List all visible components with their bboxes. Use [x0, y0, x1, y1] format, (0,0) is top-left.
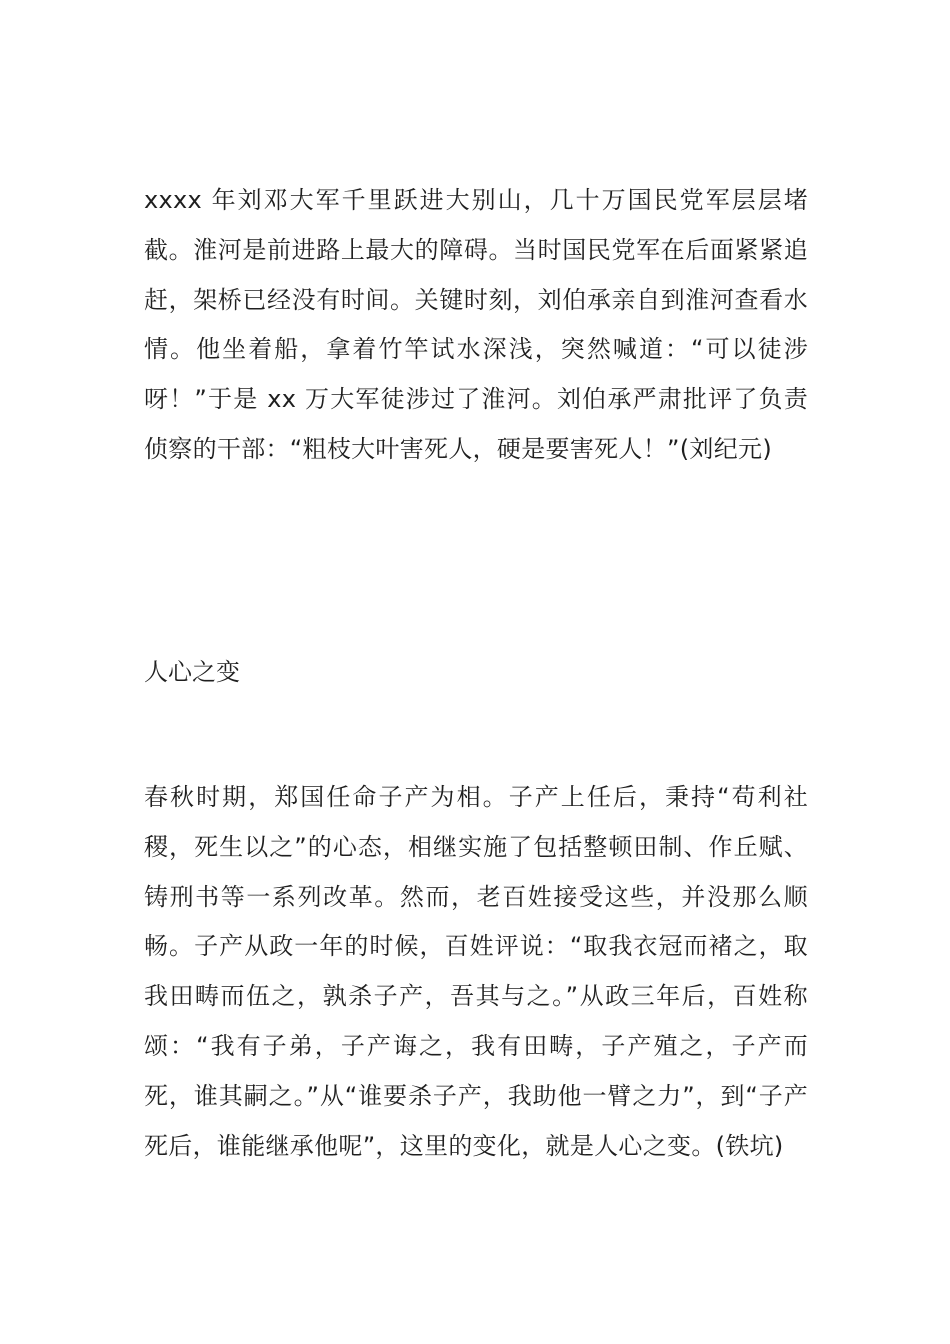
- paragraph-liu-bocheng-story: xxxx 年刘邓大军千里跃进大别山，几十万国民党军层层堵截。淮河是前进路上最大的障碍。当时国民党军在后面紧紧追赶，架桥已经没有时间。关键时刻，刘伯承亲自到淮河查看水情。他坐着船，拿着竹竿试水深浅，突然喊道：“可以徒涉呀！”于是 xx 万大军徒涉过了淮河。刘伯承严肃批评了负责侦察的干部：“粗枝大叶害死人，硬是要害死人！”(刘纪元): [144, 186, 808, 463]
- section-heading: 人心之变: [144, 658, 240, 686]
- paragraph-zichan-story: 春秋时期，郑国任命子产为相。子产上任后，秉持“苟利社稷，死生以之”的心态，相继实施了包括整顿田制、作丘赋、铸刑书等一系列改革。然而，老百姓接受这些，并没那么顺畅。子产从政一年的时候，百姓评说：“取我衣冠而褚之，取我田畴而伍之，孰杀子产，吾其与之。”从政三年后，百姓称颂：“我有子弟，子产诲之，我有田畴，子产殖之，子产而死，谁其嗣之。”从“谁要杀子产，我助他一臂之力”，到“子产死后，谁能继承他呢”，这里的变化，就是人心之变。(铁坑): [144, 783, 808, 1160]
